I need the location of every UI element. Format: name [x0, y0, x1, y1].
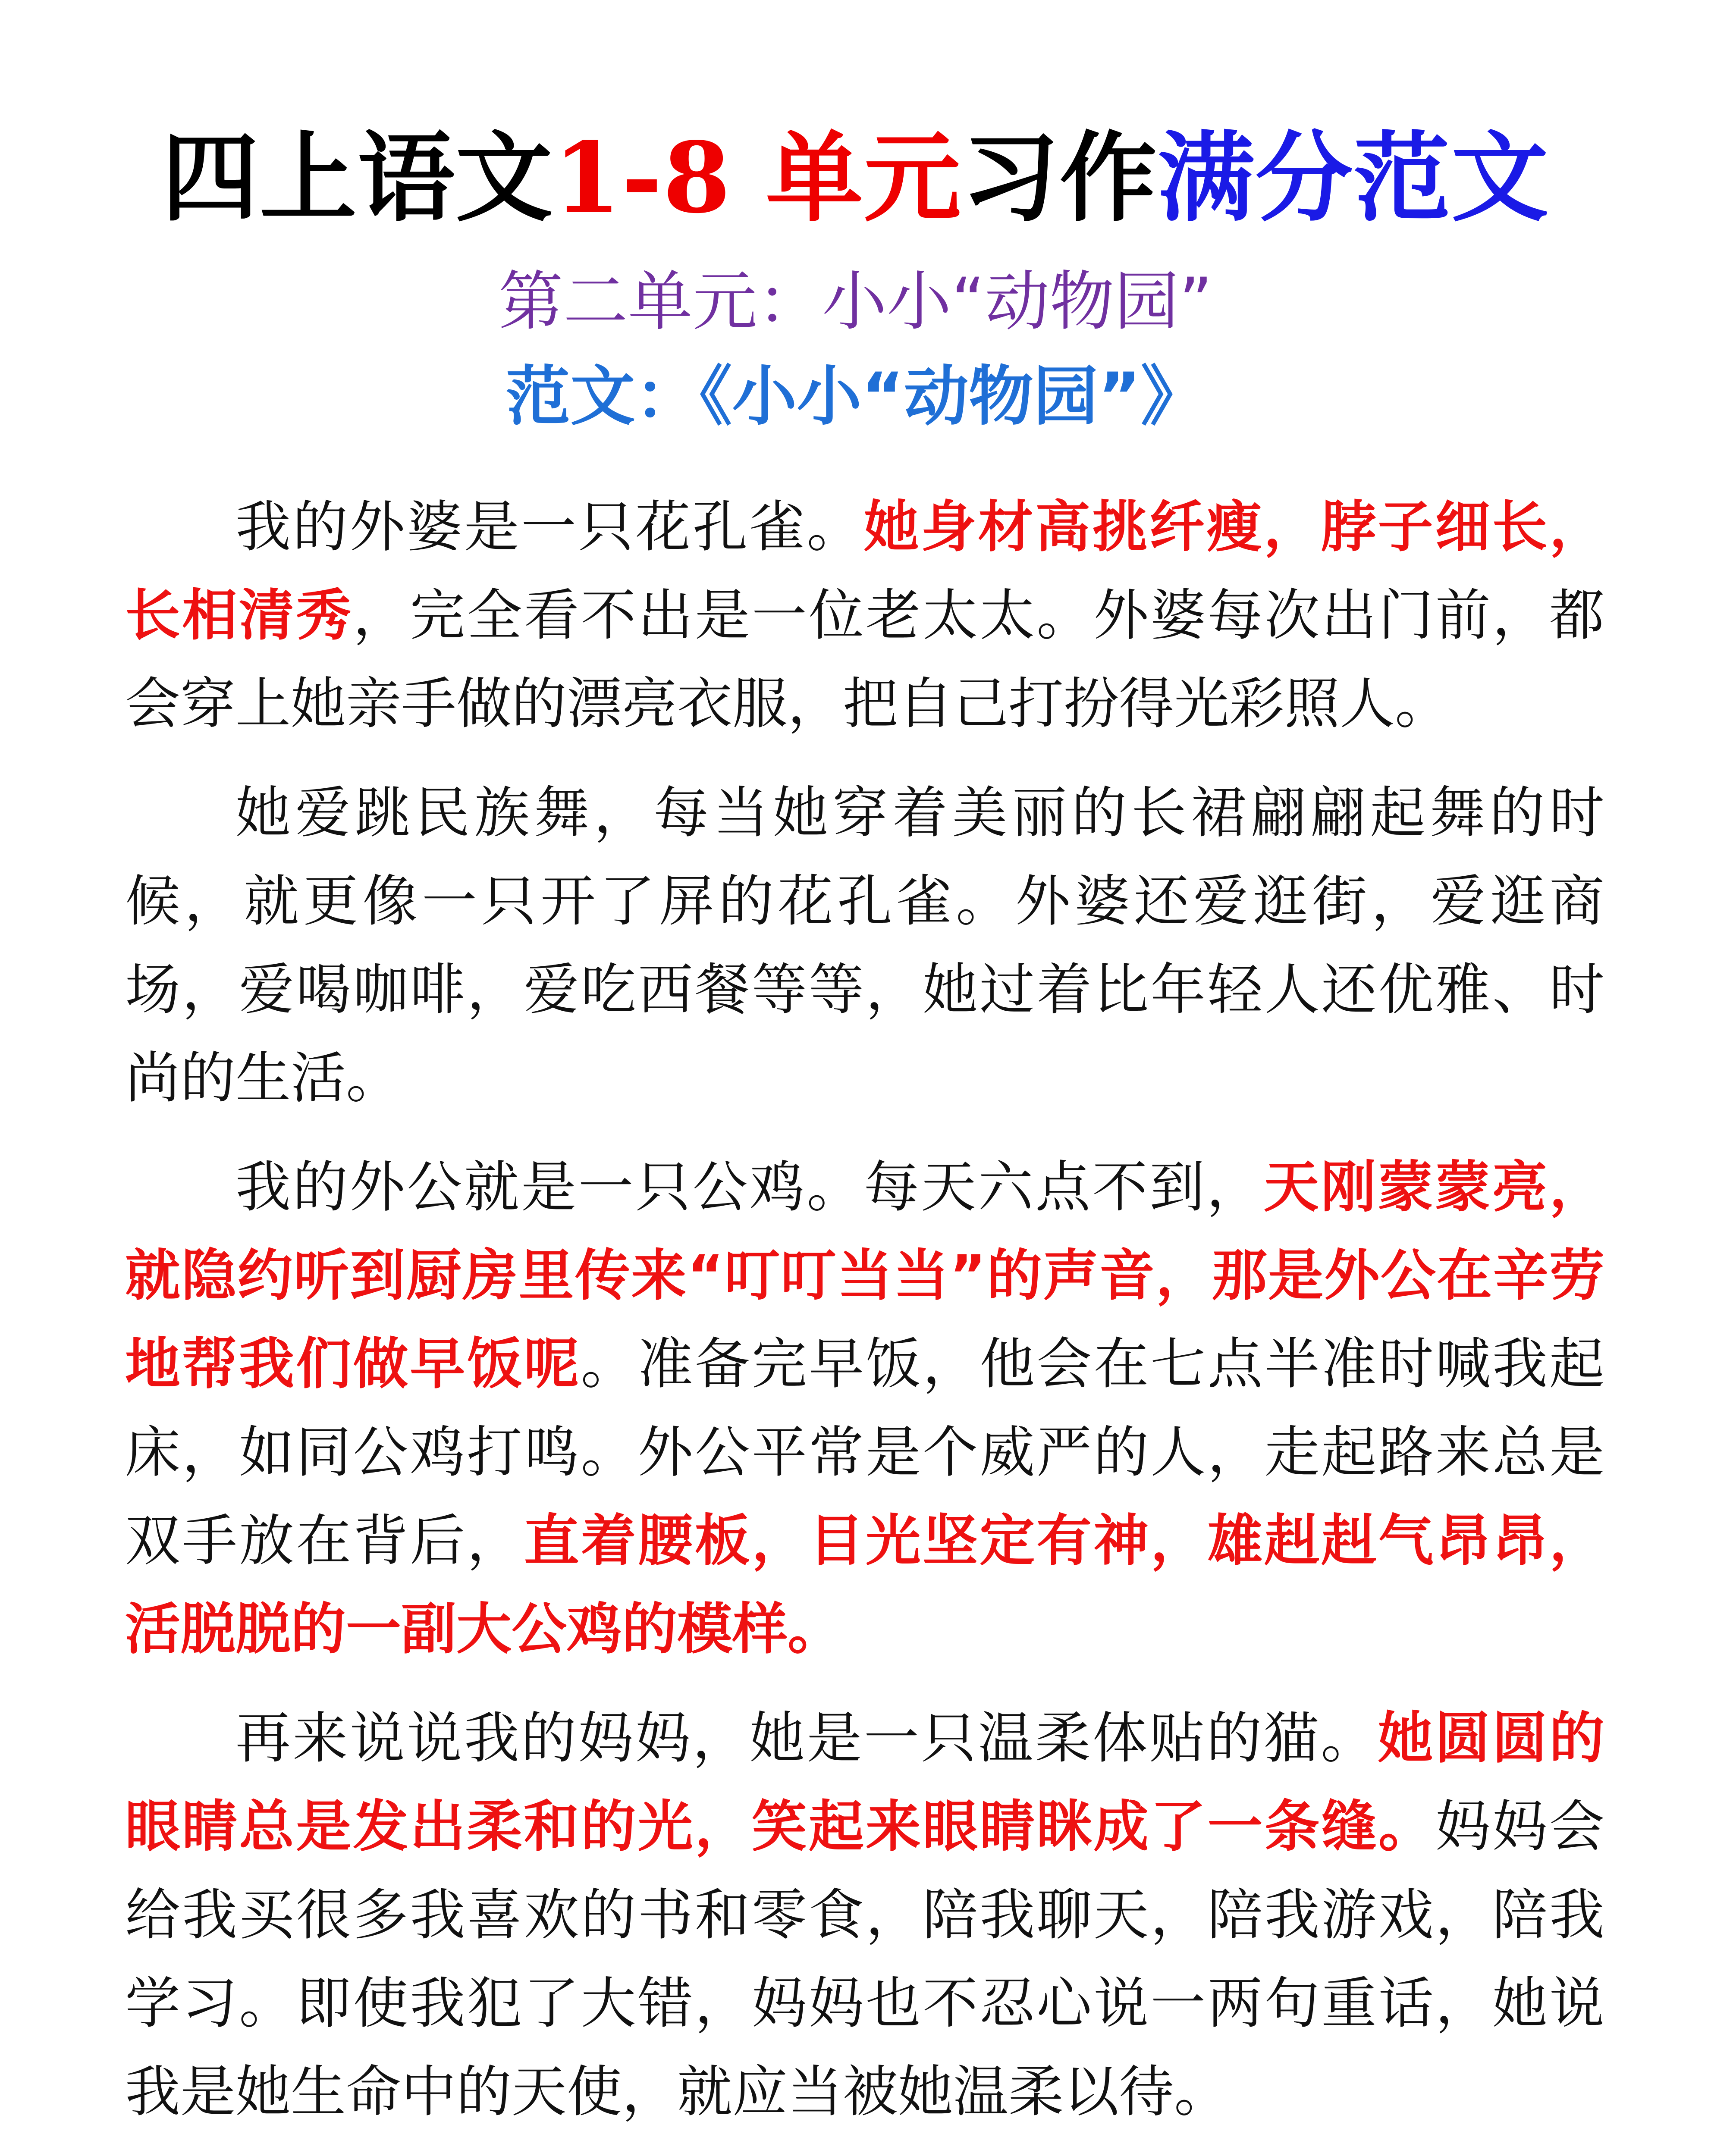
- paragraph-text: 再来说说我的妈妈，她是一只温柔体贴的猫。: [235, 1706, 1378, 1771]
- paragraph-text: 妈妈会给我买很多我喜欢的书和零食，陪我聊天，陪我游戏，陪我学习。即使我犯了大错，妈妈也不忍心说一两句重话，她说我是她生命中的天使，就应当被她温柔以待。: [125, 1795, 1604, 2124]
- highlighted-sentence: 她身材高挑纤瘦，脖子细长，长相清秀: [125, 495, 1604, 648]
- paragraph-text: 我的外公就是一只公鸡。每天六点不到，: [235, 1155, 1264, 1219]
- highlighted-sentence: 天刚蒙蒙亮，就隐约听到厨房里传来“叮叮当当”的声音，那是外公在辛劳地帮我们做早饭呢: [125, 1155, 1604, 1396]
- title-part-grade: 四上语文: [162, 121, 554, 235]
- essay-paragraph: [125, 483, 1604, 748]
- essay-body: [125, 483, 1604, 2156]
- title-part-writing: 习作: [961, 121, 1158, 235]
- highlighted-sentence: 她圆圆的眼睛总是发出柔和的光，笑起来眼睛眯成了一条缝。: [125, 1706, 1604, 1859]
- essay-paragraph: [125, 769, 1604, 1122]
- essay-paragraph: [125, 1143, 1604, 1673]
- paragraph-text: 我的外婆是一只花孔雀。: [235, 495, 864, 559]
- paragraph-text: ，完全看不出是一位老太太。外婆每次出门前，都会穿上她亲手做的漂亮衣服，把自己打扮得光彩照人。: [125, 583, 1604, 736]
- essay-paragraph: [125, 1694, 1604, 2136]
- highlighted-sentence: 直着腰板，目光坚定有神，雄赳赳气昂昂，活脱脱的一副大公鸡的模样。: [125, 1509, 1604, 1661]
- title-part-units: 1-8 单元: [553, 121, 962, 235]
- main-title: [0, 121, 1711, 235]
- paragraph-text: 。准备完早饭，他会在七点半准时喊我起床，如同公鸡打鸣。外公平常是个威严的人，走起路来总是双手放在背后，: [125, 1332, 1604, 1573]
- unit-subtitle: 第二单元：小小“动物园”: [498, 264, 1213, 339]
- title-part-model-essay: 满分范文: [1157, 121, 1549, 235]
- paragraph-text: 她爱跳民族舞，每当她穿着美丽的长裙翩翩起舞的时候，就更像一只开了屏的花孔雀。外婆还爱逛街，爱逛商场，爱喝咖啡，爱吃西餐等等，她过着比年轻人还优雅、时尚的生活。: [125, 781, 1604, 1110]
- essay-title: 范文：《小小“动物园”》: [505, 359, 1206, 434]
